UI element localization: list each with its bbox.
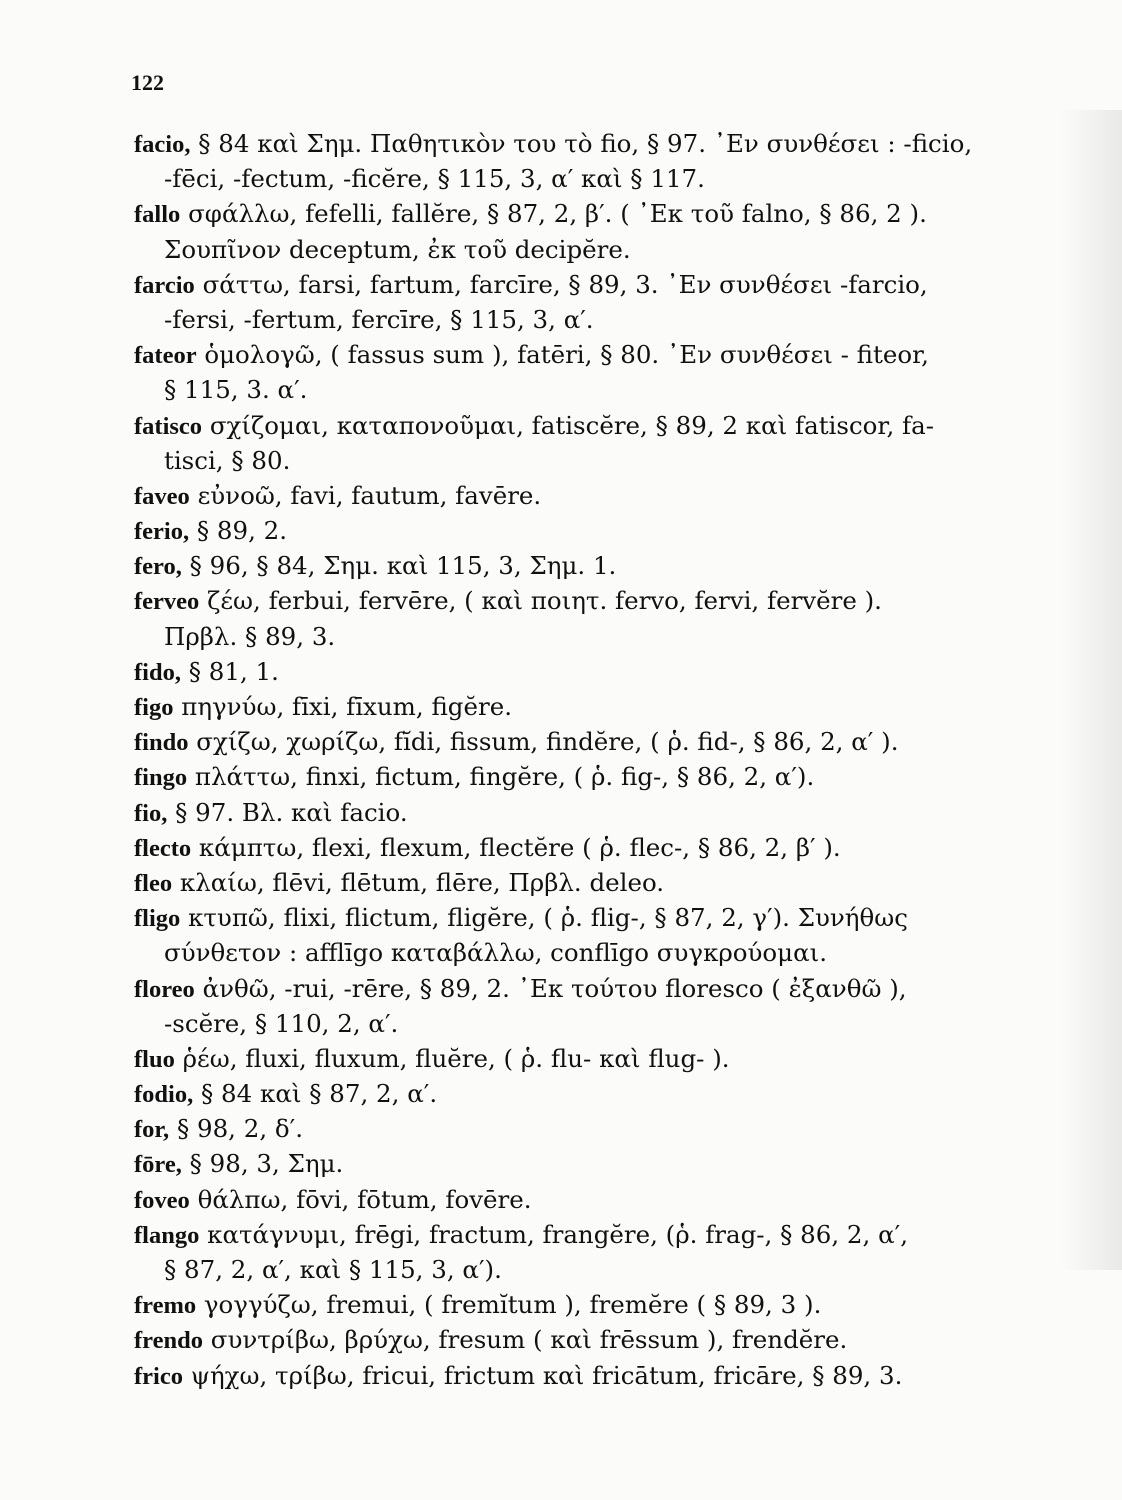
entry-text: Σουπῖνον deceptum, ἐκ τοῦ decipĕre. — [164, 234, 631, 264]
entry-text: -fēci, -fectum, -ficĕre, § 115, 3, α′ καὶ § 117. — [164, 164, 705, 194]
entry-text: § 98, 3, Σημ. — [181, 1149, 344, 1179]
entry-text: § 81, 1. — [180, 656, 279, 686]
entry-text: tisci, § 80. — [164, 445, 291, 475]
continuation-line — [134, 372, 1064, 407]
continuation-line — [134, 619, 1064, 654]
headword: fligo — [134, 905, 181, 933]
entry-text: πλάττω, finxi, fictum, fingĕre, ( ῥ. fig-, § 86, 2, α′). — [187, 762, 815, 792]
dictionary-entry-line — [134, 724, 1064, 759]
entry-text: σφάλλω, fefelli, fallĕre, § 87, 2, β′. ( ᾿Εκ τοῦ falno, § 86, 2 ). — [180, 199, 927, 229]
entry-text: § 96, § 84, Σημ. καὶ 115, 3, Σημ. 1. — [181, 551, 617, 581]
dictionary-entry-line — [134, 126, 1064, 161]
entry-text: -fersi, -fertum, fercīre, § 115, 3, α′. — [164, 304, 594, 334]
entry-text: § 115, 3. α′. — [164, 375, 308, 405]
dictionary-entry-line — [134, 196, 1064, 231]
dictionary-entry-line — [134, 971, 1064, 1006]
entry-text: εὐνοῶ, favi, fautum, favēre. — [189, 480, 542, 510]
headword: fluo — [134, 1045, 175, 1073]
continuation-line — [134, 161, 1064, 196]
entry-text: ὁμολογῶ, ( fassus sum ), fatēri, § 80. ᾿Εν συνθέσει - fiteor, — [196, 340, 929, 370]
continuation-line — [134, 302, 1064, 337]
entry-text: συντρίβω, βρύχω, fresum ( καὶ frēssum ), frendĕre. — [202, 1325, 848, 1355]
entry-text: Πρβλ. § 89, 3. — [164, 621, 336, 651]
headword: fōre, — [134, 1151, 182, 1179]
headword: figo — [134, 694, 174, 721]
dictionary-entry-line — [134, 1076, 1064, 1111]
headword: fio, — [134, 799, 168, 827]
dictionary-entry-line — [134, 513, 1064, 548]
headword: fingo — [134, 764, 188, 792]
entry-text: γογγύζω, fremui, ( fremĭtum ), fremĕre ( § 89, 3 ). — [196, 1290, 822, 1320]
headword: floreo — [134, 975, 195, 1003]
headword: faveo — [134, 482, 190, 510]
dictionary-entry-line — [134, 759, 1064, 794]
dictionary-entry-line — [134, 1217, 1064, 1252]
continuation-line — [134, 935, 1064, 970]
entry-text: κατάγνυμι, frēgi, fractum, frangĕre, (ῥ. frag-, § 86, 2, α′, — [199, 1219, 908, 1249]
entry-text: ἀνθῶ, -rui, -rēre, § 89, 2. ᾿Εκ τούτου floresco ( ἐξανθῶ ), — [194, 973, 907, 1003]
headword: fero, — [134, 553, 182, 581]
entry-text: σάττω, farsi, fartum, farcīre, § 89, 3. ᾿Εν συνθέσει -farcio, — [194, 269, 928, 299]
headword: foveo — [134, 1186, 190, 1214]
entry-list — [134, 126, 1064, 1393]
continuation-line — [134, 443, 1064, 478]
entry-text: πηγνύω, fīxi, fīxum, figĕre. — [173, 692, 512, 721]
page-number: 122 — [131, 70, 164, 95]
dictionary-entry-line — [134, 1111, 1064, 1146]
dictionary-entry-line — [134, 1041, 1064, 1076]
dictionary-entry-line — [134, 830, 1064, 865]
dictionary-entry-line — [134, 1287, 1064, 1322]
dictionary-entry-line — [134, 337, 1064, 372]
dictionary-entry-line — [134, 408, 1064, 443]
entry-text: θάλπω, fōvi, fōtum, fovēre. — [189, 1184, 532, 1214]
continuation-line — [134, 1006, 1064, 1041]
headword: fodio, — [134, 1081, 194, 1109]
headword: fremo — [134, 1292, 197, 1320]
entry-text: § 84 καὶ § 87, 2, α′. — [193, 1079, 438, 1109]
bleed-through-shadow — [1060, 110, 1122, 1270]
entry-text: κλαίω, flēvi, flētum, flēre, Πρβλ. deleo. — [172, 867, 665, 897]
entry-text: § 98, 2, δ′. — [169, 1114, 304, 1144]
entry-text: ψήχω, τρίβω, fricui, frictum καὶ fricātum, fricāre, § 89, 3. — [182, 1360, 903, 1390]
dictionary-entry-line — [134, 654, 1064, 689]
dictionary-entry-line — [134, 795, 1064, 830]
headword: for, — [134, 1116, 170, 1144]
entry-text: κάμπτω, flexi, flexum, flectĕre ( ῥ. flec-, § 86, 2, β′ ). — [191, 832, 841, 862]
entry-text: σύνθετον : afflīgo καταβάλλω, conflīgo συγκρούομαι. — [164, 938, 828, 968]
dictionary-entry-line — [134, 1358, 1064, 1393]
headword: farcio — [134, 271, 195, 299]
headword: fido, — [134, 658, 181, 686]
entry-text: § 87, 2, α′, καὶ § 115, 3, α′). — [164, 1255, 502, 1284]
headword: fatisco — [134, 412, 203, 440]
entry-text: κτυπῶ, flixi, flictum, fligĕre, ( ῥ. flig-, § 87, 2, γ′). Συνήθως — [180, 903, 908, 933]
dictionary-entry-line — [134, 1182, 1064, 1217]
headword: fallo — [134, 201, 181, 229]
headword: flango — [134, 1221, 200, 1249]
dictionary-entry-line — [134, 1146, 1064, 1181]
dictionary-entry-line — [134, 900, 1064, 935]
dictionary-entry-line — [134, 689, 1064, 724]
entry-text: § 97. Βλ. καὶ facio. — [167, 797, 408, 827]
continuation-line — [134, 1252, 1064, 1287]
entry-text: -scĕre, § 110, 2, α′. — [164, 1008, 399, 1038]
dictionary-entry-line — [134, 583, 1064, 618]
headword: findo — [134, 729, 189, 757]
entry-text: § 89, 2. — [189, 516, 288, 546]
dictionary-entry-line — [134, 865, 1064, 900]
headword: flecto — [134, 834, 192, 862]
headword: frico — [134, 1362, 183, 1390]
headword: ferio, — [134, 518, 190, 546]
headword: fleo — [134, 869, 173, 897]
continuation-line — [134, 232, 1064, 267]
headword: frendo — [134, 1327, 203, 1355]
dictionary-entry-line — [134, 478, 1064, 513]
dictionary-entry-line — [134, 267, 1064, 302]
headword: fateor — [134, 342, 197, 370]
entry-text: σχίζω, χωρίζω, fĭdi, fissum, findĕre, ( ῥ. fid-, § 86, 2, α′ ). — [188, 727, 899, 757]
entry-text: ῥέω, fluxi, fluxum, fluĕre, ( ῥ. flu- καὶ flug- ). — [174, 1043, 730, 1073]
dictionary-entry-line — [134, 1322, 1064, 1357]
entry-text: § 84 καὶ Σημ. Παθητικὸν του τὸ fio, § 97. ᾿Εν συνθέσει : -ficio, — [190, 129, 973, 158]
dictionary-entry-line — [134, 548, 1064, 583]
entry-text: ζέω, ferbui, fervēre, ( καὶ ποιητ. fervo, fervi, fervĕre ). — [199, 586, 882, 616]
entry-text: σχίζομαι, καταπονοῦμαι, fatiscĕre, § 89, 2 καὶ fatiscor, fa- — [202, 410, 934, 440]
headword: ferveo — [134, 588, 200, 616]
headword: facio, — [134, 131, 191, 158]
